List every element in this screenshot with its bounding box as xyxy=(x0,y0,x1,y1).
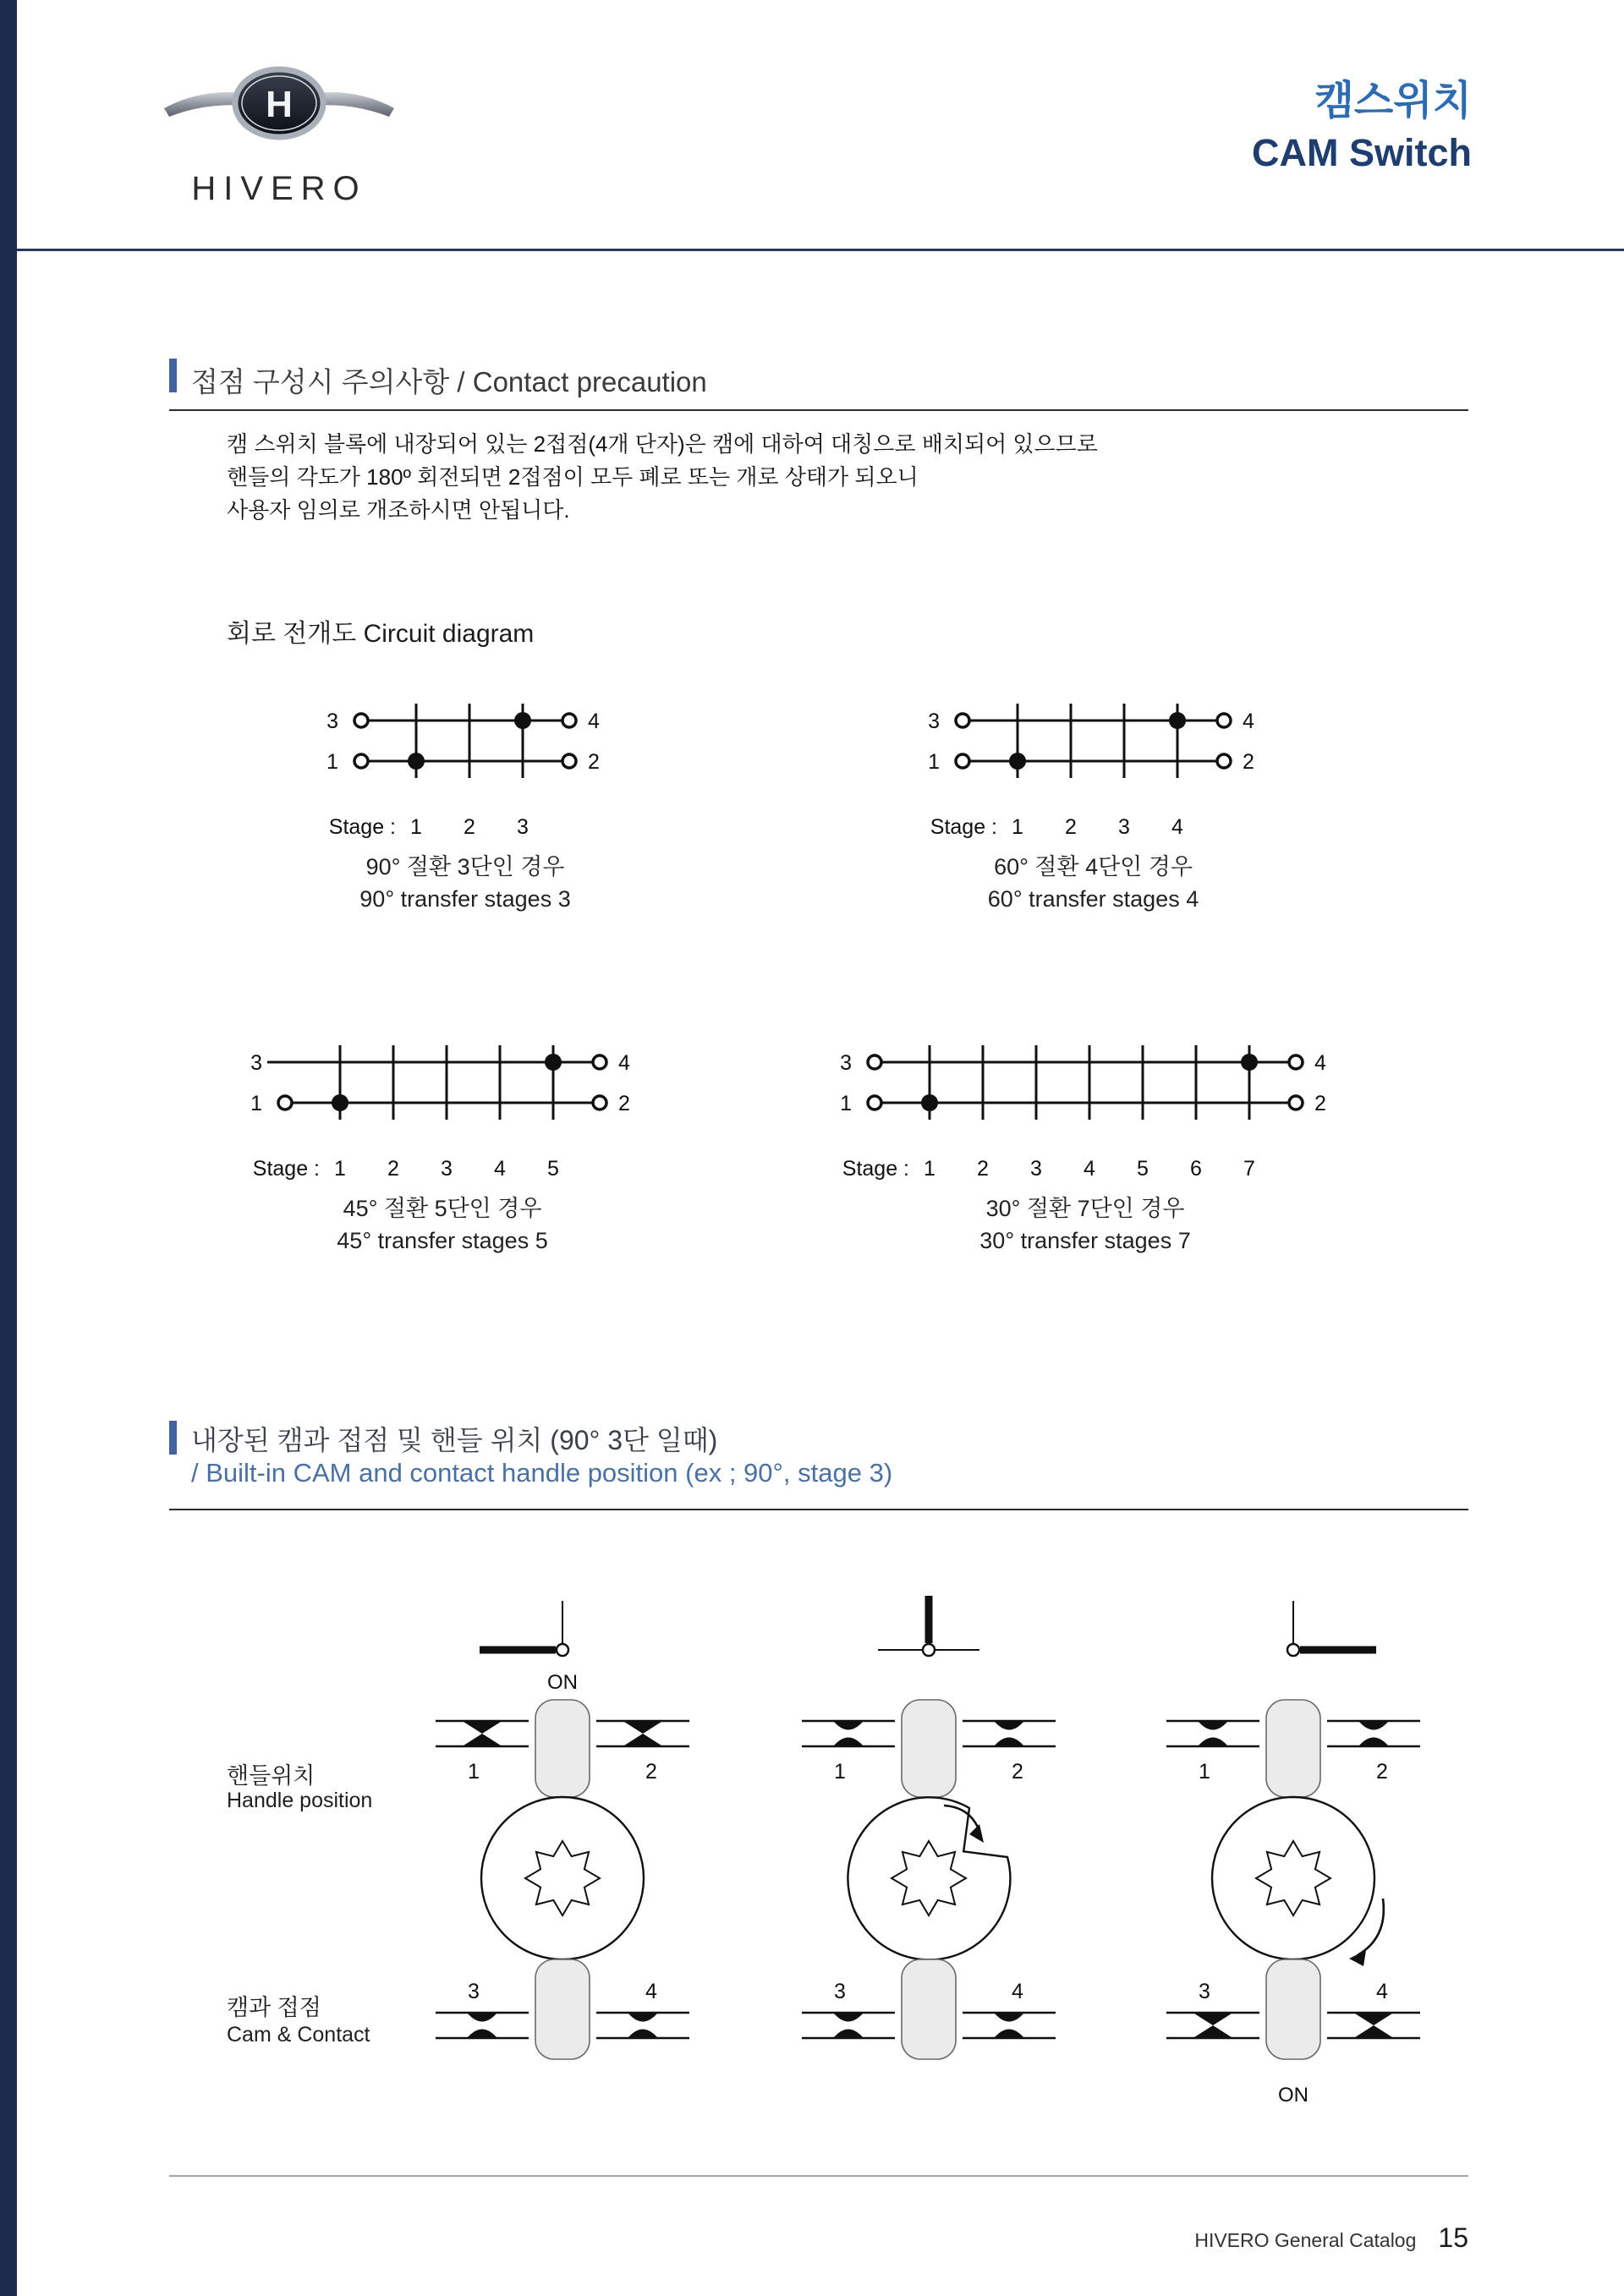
top-contact-dot xyxy=(514,712,531,729)
terminal-label: 2 xyxy=(1243,750,1254,774)
terminal-circle xyxy=(868,1055,881,1069)
stage-label: Stage : xyxy=(252,1157,320,1181)
caption-korean: 30° 절환 7단인 경우 xyxy=(985,1196,1185,1221)
terminal-label: 2 xyxy=(1314,1092,1326,1115)
handle-pivot xyxy=(557,1644,568,1656)
circuit-diagram-subheading: 회로 전개도 Circuit diagram xyxy=(227,620,535,648)
caption-english: 45° transfer stages 5 xyxy=(337,1228,548,1253)
cam-shaft-star xyxy=(525,1841,600,1915)
terminal-label: 4 xyxy=(1243,710,1254,733)
terminal-circle xyxy=(354,754,368,768)
terminal-number: 2 xyxy=(1376,1760,1388,1784)
cam-contact-label-ko: 캠과 접점 xyxy=(227,1995,321,2020)
terminal-label: 2 xyxy=(588,750,600,774)
closed-contact-icon xyxy=(624,1722,661,1734)
closed-contact-icon xyxy=(464,1722,501,1734)
section2-divider xyxy=(169,1509,1468,1510)
bottom-cam-block xyxy=(1266,1959,1320,2059)
footer-divider xyxy=(169,2175,1468,2177)
cam-shaft-star xyxy=(892,1841,966,1915)
terminal-label: 1 xyxy=(250,1092,262,1115)
open-contact-icon xyxy=(468,2014,497,2022)
section2-heading-korean: 내장된 캠과 접점 및 핸들 위치 (90° 3단 일때) xyxy=(191,1425,718,1455)
stage-label: Stage : xyxy=(842,1157,909,1181)
precaution-line-3: 사용자 임의로 개조하시면 안됩니다. xyxy=(227,497,570,523)
terminal-number: 4 xyxy=(1012,1980,1023,2003)
bottom-cam-block xyxy=(535,1959,590,2059)
stage-number: 4 xyxy=(1084,1157,1095,1181)
terminal-circle xyxy=(1289,1096,1303,1110)
bottom-contact-dot xyxy=(1009,753,1026,770)
open-contact-icon xyxy=(995,2030,1023,2038)
section-marker xyxy=(169,1421,177,1455)
footer-catalog-text: HIVERO General Catalog xyxy=(1194,2229,1417,2251)
stage-number: 7 xyxy=(1243,1157,1255,1181)
terminal-circle xyxy=(562,754,576,768)
terminal-number: 1 xyxy=(1199,1760,1210,1784)
terminal-circle xyxy=(593,1055,606,1069)
section-marker xyxy=(169,359,177,392)
open-contact-icon xyxy=(834,1738,863,1746)
bottom-cam-block xyxy=(902,1959,956,2059)
open-contact-icon xyxy=(834,2030,863,2038)
precaution-line-1: 캠 스위치 블록에 내장되어 있는 2접점(4개 단자)은 캠에 대하여 대칭으로 배치되어 있으므로 xyxy=(227,431,1098,457)
terminal-circle xyxy=(593,1096,606,1110)
stage-number: 3 xyxy=(1030,1157,1042,1181)
brand-name: HIVERO xyxy=(191,170,367,207)
stage-number: 3 xyxy=(1118,815,1130,839)
circuit-diagram-60deg-4stage xyxy=(916,688,1276,923)
bottom-contact-dot xyxy=(408,753,425,770)
on-label: ON xyxy=(547,1671,578,1694)
circuit-diagram-30deg-7stage xyxy=(828,1030,1348,1264)
open-contact-icon xyxy=(834,1722,863,1730)
terminal-number: 1 xyxy=(834,1760,846,1784)
open-contact-icon xyxy=(1199,1738,1227,1746)
stage-number: 6 xyxy=(1190,1157,1202,1181)
page-titles xyxy=(1252,68,1472,175)
cam-diagram-handle-left-on xyxy=(385,1594,740,2131)
terminal-number: 2 xyxy=(1012,1760,1023,1784)
terminal-number: 3 xyxy=(834,1980,846,2003)
brand-logo xyxy=(161,59,398,208)
bottom-contact-dot xyxy=(921,1094,938,1111)
caption-english: 30° transfer stages 7 xyxy=(979,1228,1191,1253)
top-cam-block xyxy=(535,1700,590,1797)
section1-divider xyxy=(169,409,1468,411)
stage-number: 2 xyxy=(1065,815,1077,839)
caption-english: 60° transfer stages 4 xyxy=(987,886,1199,912)
precaution-line-2: 핸들의 각도가 180º 회전되면 2접점이 모두 폐로 또는 개로 상태가 되오니 xyxy=(227,464,919,490)
handle-pivot xyxy=(923,1644,935,1656)
stage-number: 1 xyxy=(1012,815,1023,839)
top-contact-dot xyxy=(545,1054,562,1071)
section1-heading: 접점 구성시 주의사항 / Contact precaution xyxy=(191,366,707,397)
closed-contact-icon xyxy=(464,1734,501,1745)
terminal-number: 2 xyxy=(645,1760,657,1784)
terminal-number: 4 xyxy=(645,1980,657,2003)
terminal-circle xyxy=(1217,754,1231,768)
stage-number: 1 xyxy=(924,1157,935,1181)
stage-number: 1 xyxy=(410,815,422,839)
handle-position-label-en: Handle position xyxy=(227,1789,373,1812)
terminal-label: 1 xyxy=(840,1092,852,1115)
terminal-label: 4 xyxy=(1314,1051,1326,1075)
terminal-number: 1 xyxy=(468,1760,480,1784)
open-contact-icon xyxy=(834,2014,863,2022)
top-cam-block xyxy=(1266,1700,1320,1797)
closed-contact-icon xyxy=(1355,2025,1392,2037)
stage-number: 4 xyxy=(494,1157,506,1181)
terminal-circle xyxy=(1217,714,1231,727)
bottom-contact-dot xyxy=(332,1094,348,1111)
top-contact-dot xyxy=(1241,1054,1258,1071)
closed-contact-icon xyxy=(624,1734,661,1745)
terminal-label: 1 xyxy=(928,750,940,774)
caption-english: 90° transfer stages 3 xyxy=(359,886,571,912)
stage-label: Stage : xyxy=(328,815,396,839)
section2-heading-english: / Built-in CAM and contact handle position (ex ; 90°, stage 3) xyxy=(191,1458,893,1488)
terminal-circle xyxy=(956,754,969,768)
terminal-circle xyxy=(956,714,969,727)
caption-korean: 90° 절환 3단인 경우 xyxy=(365,854,565,879)
stage-number: 1 xyxy=(334,1157,346,1181)
page-title-korean: 캠스위치 xyxy=(1314,79,1472,123)
caption-korean: 60° 절환 4단인 경우 xyxy=(994,854,1193,879)
open-contact-icon xyxy=(995,2014,1023,2022)
open-contact-icon xyxy=(468,2030,497,2038)
cam-diagram-handle-right-on xyxy=(1116,1594,1471,2131)
caption-korean: 45° 절환 5단인 경우 xyxy=(343,1196,542,1221)
handle-pivot xyxy=(1287,1644,1299,1656)
closed-contact-icon xyxy=(1194,2014,1232,2025)
open-contact-icon xyxy=(1359,1738,1388,1746)
on-label: ON xyxy=(1278,2084,1309,2107)
stage-number: 5 xyxy=(547,1157,559,1181)
stage-number: 3 xyxy=(441,1157,453,1181)
open-contact-icon xyxy=(628,2030,657,2038)
terminal-label: 4 xyxy=(588,710,600,733)
terminal-label: 3 xyxy=(250,1051,262,1075)
footer-page-number: 15 xyxy=(1438,2222,1468,2253)
closed-contact-icon xyxy=(1194,2025,1232,2037)
stage-number: 3 xyxy=(517,815,529,839)
terminal-label: 1 xyxy=(326,750,338,774)
top-contact-dot xyxy=(1169,712,1186,729)
terminal-circle xyxy=(354,714,368,727)
terminal-label: 3 xyxy=(326,710,338,733)
circuit-diagram-45deg-5stage xyxy=(239,1030,652,1264)
terminal-label: 4 xyxy=(618,1051,630,1075)
cam-shaft-star xyxy=(1256,1841,1330,1915)
terminal-label: 3 xyxy=(840,1051,852,1075)
page-title-english: CAM Switch xyxy=(1251,131,1472,174)
stage-number: 2 xyxy=(387,1157,399,1181)
handle-position-label-ko: 핸들위치 xyxy=(227,1763,315,1789)
open-contact-icon xyxy=(1359,1722,1388,1730)
stage-number: 4 xyxy=(1171,815,1183,839)
terminal-number: 3 xyxy=(468,1980,480,2003)
terminal-label: 2 xyxy=(618,1092,630,1115)
stage-number: 5 xyxy=(1137,1157,1149,1181)
open-contact-icon xyxy=(1199,1722,1227,1730)
left-edge-bar xyxy=(0,0,17,2296)
terminal-circle xyxy=(562,714,576,727)
stage-number: 2 xyxy=(464,815,475,839)
terminal-circle xyxy=(868,1096,881,1110)
closed-contact-icon xyxy=(1355,2014,1392,2025)
cam-diagram-handle-up-transition xyxy=(751,1594,1106,2131)
circuit-diagram-90deg-3stage xyxy=(315,688,622,923)
stage-number: 2 xyxy=(977,1157,989,1181)
open-contact-icon xyxy=(628,2014,657,2022)
open-contact-icon xyxy=(995,1722,1023,1730)
stage-label: Stage : xyxy=(930,815,997,839)
footer xyxy=(1194,2222,1468,2254)
terminal-label: 3 xyxy=(928,710,940,733)
terminal-circle xyxy=(278,1096,292,1110)
terminal-number: 3 xyxy=(1199,1980,1210,2003)
top-cam-block xyxy=(902,1700,956,1797)
open-contact-icon xyxy=(995,1738,1023,1746)
emblem-monogram: H xyxy=(266,84,293,125)
header-divider xyxy=(17,249,1624,251)
terminal-number: 4 xyxy=(1376,1980,1388,2003)
hivero-emblem-icon xyxy=(161,59,398,152)
terminal-circle xyxy=(1289,1055,1303,1069)
cam-contact-label-en: Cam & Contact xyxy=(227,2023,370,2047)
